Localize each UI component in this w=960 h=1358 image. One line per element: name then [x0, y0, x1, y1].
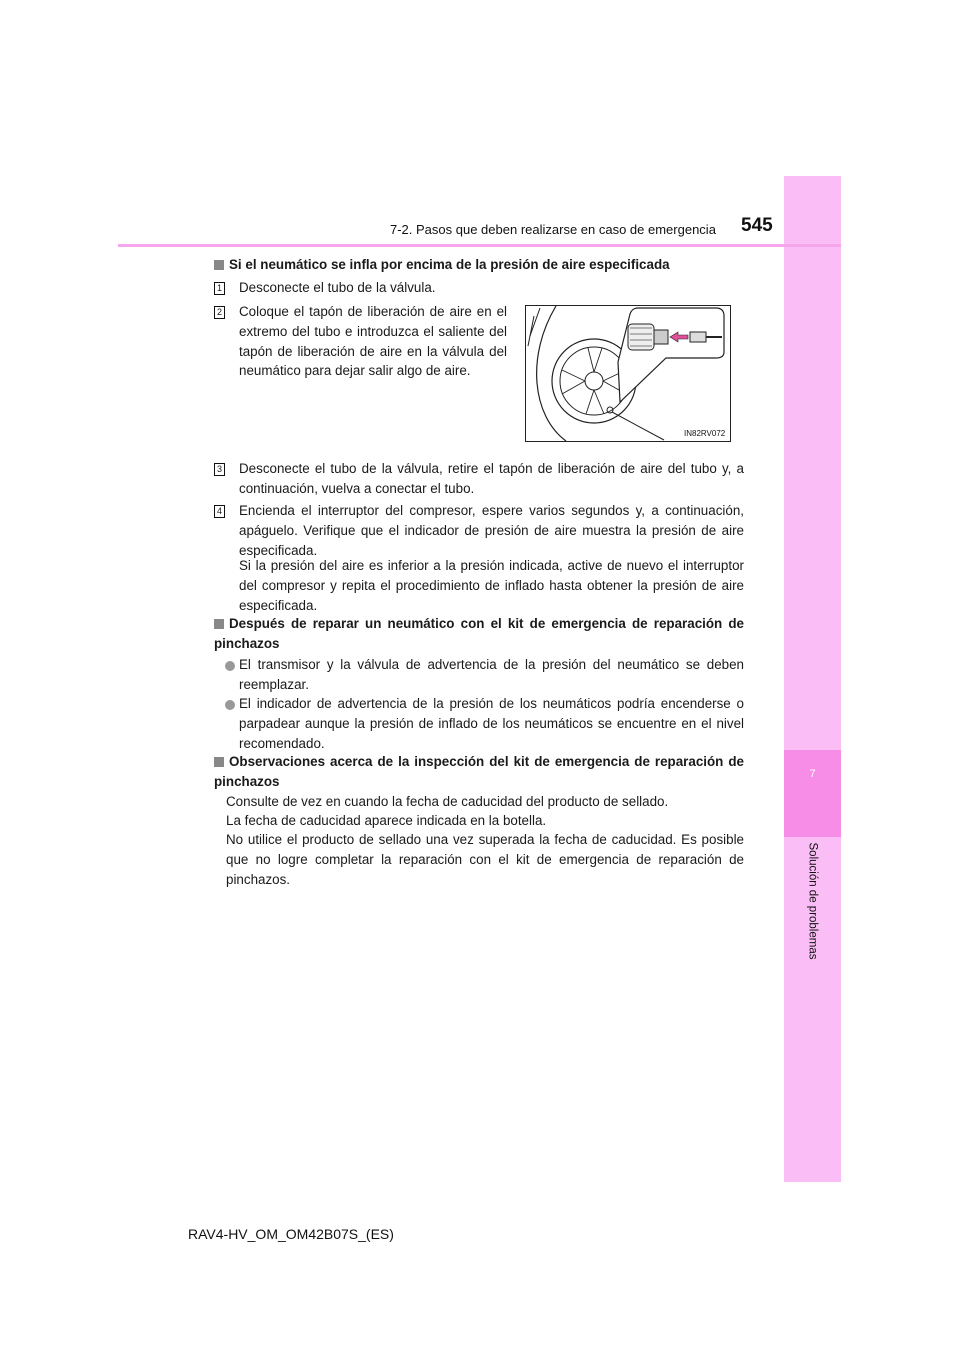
step-number: 3 [214, 463, 225, 476]
header-rule [118, 244, 841, 247]
inspection-text-1: Consulte de vez en cuando la fecha de caducidad del producto de sellado. [226, 794, 669, 809]
step-1-text: Desconecte el tubo de la válvula. [239, 280, 436, 295]
step-2-text: Coloque el tapón de liberación de aire en el extremo del tubo e introduzca el saliente del tapón de liberación de aire en la válvula del neumático para dejar salir algo de aire. [239, 304, 507, 379]
section-heading-overinflate [214, 255, 754, 275]
section-title: 7-2. Pasos que deben realizarse en caso de emergencia [390, 222, 716, 237]
chapter-label-text: Solución de problemas [806, 842, 819, 960]
square-bullet-icon [214, 619, 224, 629]
inspection-text-2: La fecha de caducidad aparece indicada en la botella. [226, 813, 547, 828]
square-bullet-icon [214, 757, 224, 767]
step-4-note: Si la presión del aire es inferior a la presión indicada, active de nuevo el interruptor del compresor y repita el procedimiento de inflado hasta obtener la presión de aire especificada. [239, 558, 744, 613]
page-number: 545 [741, 215, 773, 236]
document-id: RAV4-HV_OM_OM42B07S_(ES) [188, 1226, 394, 1242]
section-heading-after-repair [214, 614, 744, 654]
section-heading-inspection [214, 752, 744, 792]
bullet-1-text: El transmisor y la válvula de advertencia de la presión del neumático se deben reemplazar. [239, 657, 744, 692]
chapter-label [784, 842, 841, 960]
step-3-text: Desconecte el tubo de la válvula, retire el tapón de liberación de aire del tubo y, a continuación, vuelva a conectar el tubo. [239, 461, 744, 496]
section-heading-text: Si el neumático se infla por encima de la presión de aire especificada [229, 257, 670, 272]
chapter-tab-highlight [784, 750, 841, 837]
round-bullet-icon [225, 700, 235, 710]
step-number: 1 [214, 282, 225, 295]
chapter-number: 7 [809, 768, 816, 780]
bullet-2-text: El indicador de advertencia de la presión de los neumáticos podría encenderse o parpadear aunque la presión de inflado de los neumáticos se encuentre en el nivel recomendado. [239, 696, 744, 751]
illustration-tire-valve [525, 305, 731, 442]
inspection-text-3: No utilice el producto de sellado una vez superada la fecha de caducidad. Es posible que no logre completar la reparación con el kit de emergencia de reparación de pinchazos. [226, 832, 744, 887]
chapter-tab [784, 176, 841, 1182]
section-heading-text: Observaciones acerca de la inspección del kit de emergencia de reparación de pinchazos [214, 754, 744, 789]
step-number: 4 [214, 505, 225, 518]
round-bullet-icon [225, 661, 235, 671]
tire-valve-drawing [526, 306, 730, 441]
step-number: 2 [214, 306, 225, 319]
figure-code: IN82RV072 [684, 429, 726, 438]
step-4-text: Encienda el interruptor del compresor, espere varios segundos y, a continuación, apáguelo. Verifique que el indicador de presión de aire muestra la presión de aire especificada. [239, 503, 744, 558]
square-bullet-icon [214, 260, 224, 270]
section-heading-text: Después de reparar un neumático con el kit de emergencia de reparación de pinchazos [214, 616, 744, 651]
